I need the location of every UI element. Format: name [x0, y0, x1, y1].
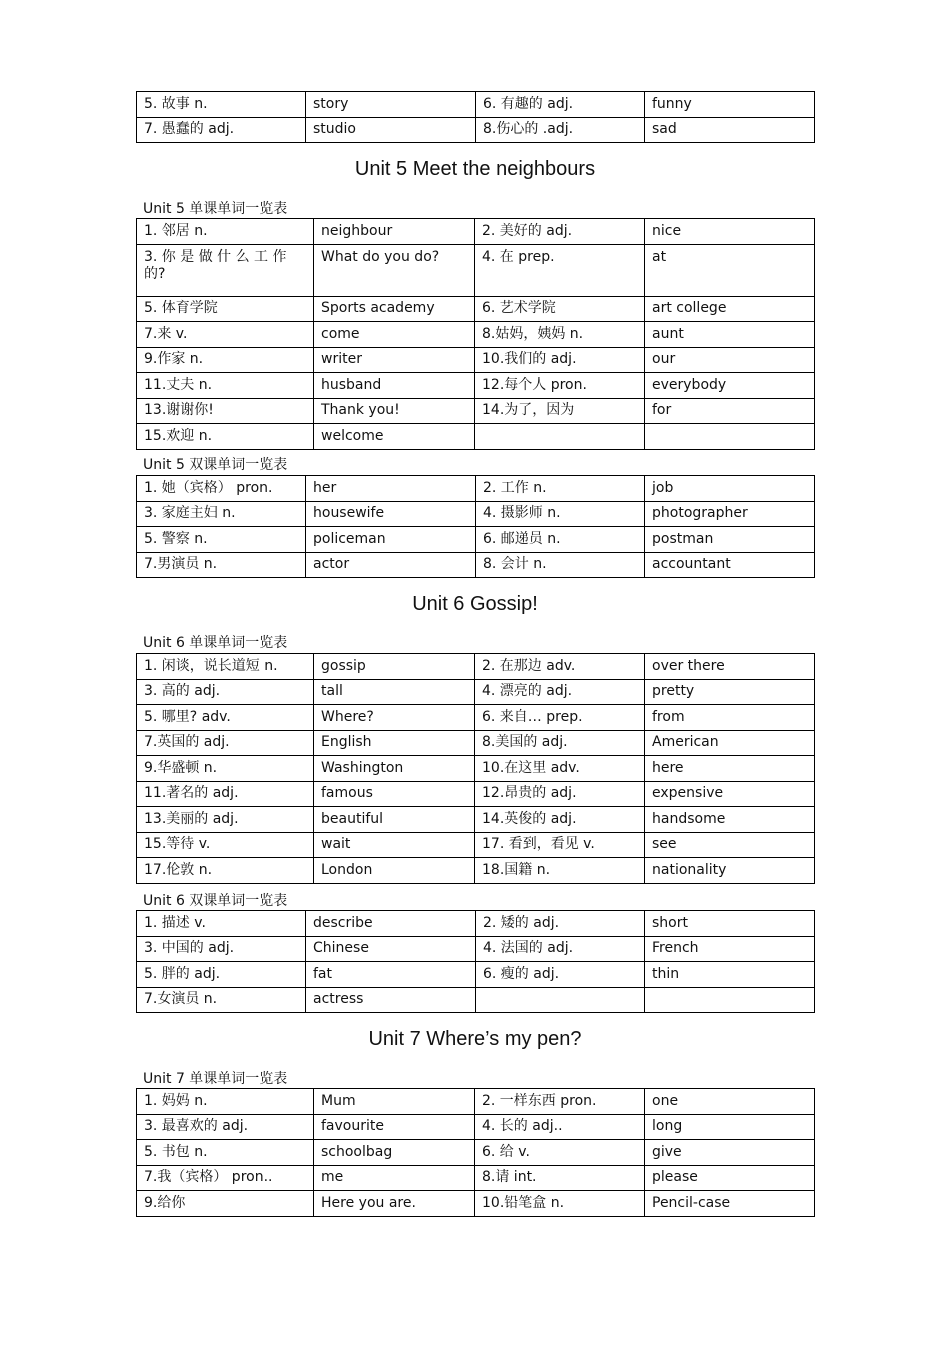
zh-entry-cell: 18.国籍 n.	[475, 858, 645, 884]
zh-entry-cell: 1. 妈妈 n.	[137, 1089, 314, 1115]
zh-entry-cell: 4. 摄影师 n.	[476, 501, 645, 527]
en-word-cell: Mum	[314, 1089, 475, 1115]
zh-entry-cell: 1. 她（宾格） pron.	[137, 476, 306, 502]
en-word-cell: one	[645, 1089, 815, 1115]
zh-entry-cell: 17.伦敦 n.	[137, 858, 314, 884]
en-word-cell: give	[645, 1140, 815, 1166]
zh-entry-cell: 6. 邮递员 n.	[476, 527, 645, 553]
table-row	[137, 807, 815, 833]
zh-entry-cell: 6. 瘦的 adj.	[476, 962, 645, 988]
unit-6-single-table	[136, 653, 815, 884]
table-row	[137, 781, 815, 807]
en-word-cell: French	[645, 936, 815, 962]
en-word-cell: over there	[645, 654, 815, 680]
table-row	[137, 936, 815, 962]
table-row	[137, 476, 815, 502]
en-word-cell: Where?	[314, 705, 475, 731]
unit-5-double-heading: Unit 5 双课单词一览表	[143, 457, 288, 473]
zh-entry-cell: 8.美国的 adj.	[475, 730, 645, 756]
en-word-cell: come	[314, 322, 475, 348]
unit-5-double-table	[136, 475, 815, 578]
zh-entry-cell: 8.伤心的 .adj.	[476, 117, 645, 143]
unit-5-single-table	[136, 218, 815, 450]
table-row	[137, 911, 815, 937]
en-word-cell: photographer	[645, 501, 815, 527]
zh-entry-cell: 7.女演员 n.	[137, 987, 306, 1013]
en-word-cell: Washington	[314, 756, 475, 782]
en-word-cell: me	[314, 1165, 475, 1191]
zh-entry-cell: 11.丈夫 n.	[137, 373, 314, 399]
zh-entry-cell: 8.姑妈，姨妈 n.	[475, 322, 645, 348]
table-row	[137, 1165, 815, 1191]
table-row	[137, 424, 815, 450]
en-word-cell: Pencil-case	[645, 1191, 815, 1217]
unit-7-title: Unit 7 Where’s my pen?	[368, 1028, 582, 1050]
en-word-cell: for	[645, 398, 815, 424]
en-word-cell: wait	[314, 832, 475, 858]
zh-entry-cell: 7. 愚蠢的 adj.	[137, 117, 306, 143]
en-word-cell: describe	[306, 911, 476, 937]
table-row	[137, 501, 815, 527]
table-row	[137, 1140, 815, 1166]
en-word-cell: welcome	[314, 424, 475, 450]
table-row	[137, 987, 815, 1013]
en-word-cell: schoolbag	[314, 1140, 475, 1166]
table-row	[137, 654, 815, 680]
en-word-cell: fat	[306, 962, 476, 988]
zh-entry-cell: 5. 故事 n.	[137, 92, 306, 118]
en-word-cell: her	[306, 476, 476, 502]
en-word-cell: housewife	[306, 501, 476, 527]
table-row	[137, 322, 815, 348]
en-word-cell: accountant	[645, 552, 815, 578]
zh-entry-cell: 11.著名的 adj.	[137, 781, 314, 807]
unit-5-title: Unit 5 Meet the neighbours	[354, 158, 596, 180]
en-word-cell: policeman	[306, 527, 476, 553]
zh-entry-cell: 2. 工作 n.	[476, 476, 645, 502]
zh-entry-cell: 2. 矮的 adj.	[476, 911, 645, 937]
en-word-cell: writer	[314, 347, 475, 373]
zh-entry-cell: 4. 漂亮的 adj.	[475, 679, 645, 705]
zh-entry-cell: 8.请 int.	[475, 1165, 645, 1191]
en-word-cell: nice	[645, 219, 815, 245]
zh-entry-cell: 15.欢迎 n.	[137, 424, 314, 450]
en-word-cell: expensive	[645, 781, 815, 807]
en-word-cell: from	[645, 705, 815, 731]
en-word-cell: postman	[645, 527, 815, 553]
zh-entry-cell	[476, 987, 645, 1013]
zh-entry-cell: 13.谢谢你!	[137, 398, 314, 424]
en-word-cell: thin	[645, 962, 815, 988]
en-word-cell: actor	[306, 552, 476, 578]
table-row	[137, 398, 815, 424]
en-word-cell: Thank you!	[314, 398, 475, 424]
zh-entry-cell: 12.每个人 pron.	[475, 373, 645, 399]
unit-7-single-heading: Unit 7 单课单词一览表	[143, 1071, 288, 1087]
unit-6-single-heading: Unit 6 单课单词一览表	[143, 635, 288, 651]
zh-entry-cell: 17. 看到，看见 v.	[475, 832, 645, 858]
table-row	[137, 756, 815, 782]
zh-entry-cell: 12.昂贵的 adj.	[475, 781, 645, 807]
en-word-cell: English	[314, 730, 475, 756]
en-word-cell: famous	[314, 781, 475, 807]
en-word-cell: here	[645, 756, 815, 782]
en-word-cell: aunt	[645, 322, 815, 348]
zh-entry-cell: 7.来 v.	[137, 322, 314, 348]
zh-entry-cell: 6. 有趣的 adj.	[476, 92, 645, 118]
en-word-cell: art college	[645, 296, 815, 322]
table-row	[137, 117, 815, 143]
en-word-cell: nationality	[645, 858, 815, 884]
en-word-cell: London	[314, 858, 475, 884]
zh-entry-cell: 5. 胖的 adj.	[137, 962, 306, 988]
en-word-cell: tall	[314, 679, 475, 705]
en-word-cell: Chinese	[306, 936, 476, 962]
table-row	[137, 527, 815, 553]
table-row	[137, 730, 815, 756]
en-word-cell: pretty	[645, 679, 815, 705]
en-word-cell: neighbour	[314, 219, 475, 245]
zh-entry-cell: 4. 法国的 adj.	[476, 936, 645, 962]
en-word-cell: everybody	[645, 373, 815, 399]
unit-7-single-table	[136, 1088, 815, 1217]
en-word-cell: story	[306, 92, 476, 118]
zh-entry-cell: 1. 闲谈，说长道短 n.	[137, 654, 314, 680]
zh-entry-cell: 9.给你	[137, 1191, 314, 1217]
table-row	[137, 373, 815, 399]
en-word-cell	[645, 424, 815, 450]
zh-entry-cell: 4. 长的 adj..	[475, 1114, 645, 1140]
zh-entry-cell: 6. 艺术学院	[475, 296, 645, 322]
en-word-cell: see	[645, 832, 815, 858]
en-word-cell	[645, 987, 815, 1013]
zh-entry-cell: 3. 最喜欢的 adj.	[137, 1114, 314, 1140]
table-row	[137, 832, 815, 858]
zh-entry-cell	[475, 424, 645, 450]
en-word-cell: favourite	[314, 1114, 475, 1140]
table-row	[137, 219, 815, 245]
table-row	[137, 705, 815, 731]
zh-entry-cell: 3. 高的 adj.	[137, 679, 314, 705]
zh-entry-cell: 3. 家庭主妇 n.	[137, 501, 306, 527]
zh-entry-cell: 14.为了，因为	[475, 398, 645, 424]
zh-entry-cell: 10.我们的 adj.	[475, 347, 645, 373]
en-word-cell: Sports academy	[314, 296, 475, 322]
zh-entry-cell: 15.等待 v.	[137, 832, 314, 858]
en-word-cell: American	[645, 730, 815, 756]
en-word-cell: husband	[314, 373, 475, 399]
zh-entry-cell: 13.美丽的 adj.	[137, 807, 314, 833]
en-word-cell: actress	[306, 987, 476, 1013]
table-row	[137, 347, 815, 373]
en-word-cell: at	[645, 244, 815, 296]
zh-entry-cell: 1. 描述 v.	[137, 911, 306, 937]
zh-entry-cell: 9.作家 n.	[137, 347, 314, 373]
table-row	[137, 858, 815, 884]
unit-6-title: Unit 6 Gossip!	[412, 593, 538, 615]
en-word-cell: job	[645, 476, 815, 502]
unit-6-double-heading: Unit 6 双课单词一览表	[143, 893, 288, 909]
zh-entry-cell: 7.男演员 n.	[137, 552, 306, 578]
zh-entry-cell: 6. 来自… prep.	[475, 705, 645, 731]
zh-entry-cell: 7.我（宾格） pron..	[137, 1165, 314, 1191]
zh-entry-cell: 1. 邻居 n.	[137, 219, 314, 245]
en-word-cell: long	[645, 1114, 815, 1140]
vocab-table-continued	[136, 91, 815, 143]
en-word-cell: funny	[645, 92, 815, 118]
table-row	[137, 1089, 815, 1115]
en-word-cell: sad	[645, 117, 815, 143]
table-row	[137, 679, 815, 705]
en-word-cell: handsome	[645, 807, 815, 833]
table-row	[137, 244, 815, 296]
zh-entry-cell: 2. 美好的 adj.	[475, 219, 645, 245]
zh-entry-cell: 5. 哪里? adv.	[137, 705, 314, 731]
zh-entry-cell: 7.英国的 adj.	[137, 730, 314, 756]
zh-entry-cell: 9.华盛顿 n.	[137, 756, 314, 782]
en-word-cell: short	[645, 911, 815, 937]
en-word-cell: please	[645, 1165, 815, 1191]
zh-entry-cell: 3. 中国的 adj.	[137, 936, 306, 962]
en-word-cell: Here you are.	[314, 1191, 475, 1217]
zh-entry-cell: 10.铅笔盒 n.	[475, 1191, 645, 1217]
zh-entry-cell: 3. 你 是 做 什 么 工 作 的?	[137, 244, 314, 296]
zh-entry-cell: 2. 在那边 adv.	[475, 654, 645, 680]
en-word-cell: our	[645, 347, 815, 373]
zh-entry-cell: 5. 体育学院	[137, 296, 314, 322]
table-row	[137, 1191, 815, 1217]
zh-entry-cell: 2. 一样东西 pron.	[475, 1089, 645, 1115]
table-row	[137, 962, 815, 988]
en-word-cell: What do you do?	[314, 244, 475, 296]
table-row	[137, 1114, 815, 1140]
zh-entry-cell: 5. 警察 n.	[137, 527, 306, 553]
zh-entry-cell: 8. 会计 n.	[476, 552, 645, 578]
table-row	[137, 296, 815, 322]
zh-entry-cell: 5. 书包 n.	[137, 1140, 314, 1166]
unit-6-double-table	[136, 910, 815, 1013]
en-word-cell: beautiful	[314, 807, 475, 833]
unit-5-single-heading: Unit 5 单课单词一览表	[143, 201, 288, 217]
table-row	[137, 552, 815, 578]
zh-entry-cell: 14.英俊的 adj.	[475, 807, 645, 833]
zh-entry-cell: 6. 给 v.	[475, 1140, 645, 1166]
en-word-cell: gossip	[314, 654, 475, 680]
zh-entry-cell: 10.在这里 adv.	[475, 756, 645, 782]
en-word-cell: studio	[306, 117, 476, 143]
zh-entry-cell: 4. 在 prep.	[475, 244, 645, 296]
table-row	[137, 92, 815, 118]
